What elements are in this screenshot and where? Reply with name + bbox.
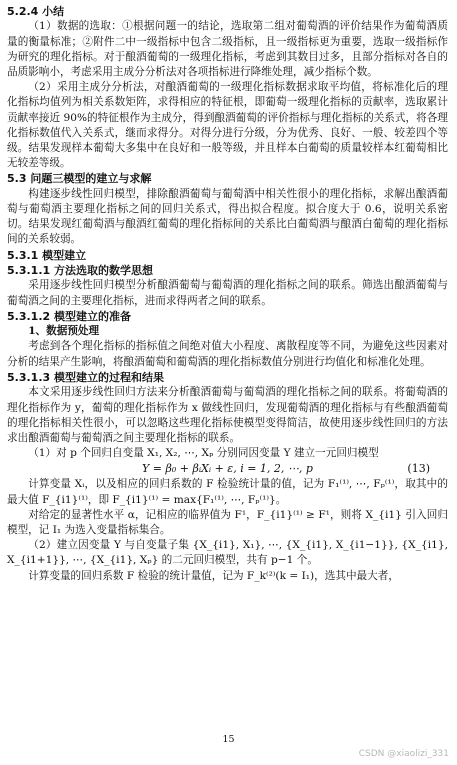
page-number: 15 bbox=[222, 734, 235, 745]
equation-13-body: Y = β₀ + βᵢXᵢ + ε, i = 1, 2, ⋯, p bbox=[142, 462, 313, 476]
section-heading-5-3-1-2: 5.3.1.2 模型建立的准备 bbox=[7, 309, 131, 323]
equation-13-number: (13) bbox=[407, 462, 430, 476]
section-heading-5-2-4: 5.2.4 小结 bbox=[7, 5, 65, 18]
section-heading-5-3: 5.3 问题三模型的建立与求解 bbox=[7, 172, 152, 186]
paragraph-stepwise-overview: 构建逐步线性回归模型，排除酿酒葡萄与葡萄酒中相关性很小的理化指标，求解出酿酒葡萄与葡萄酒主要理化指标之间的回归关系式，得出拟合程度。拟合度大于 0.6，说明关系密切。结果发现红葡萄酒与酿酒红葡萄的理化指标间的关系比白葡萄酒与酿酒白葡萄的理化指标间的关系较弱。 bbox=[7, 187, 448, 246]
paragraph-step-1: （1）对 p 个回归自变量 X₁, X₂, ⋯, Xₚ 分别同因变量 Y 建立一元回归模型 bbox=[28, 447, 379, 460]
equation-13 bbox=[7, 461, 448, 477]
section-heading-5-3-1: 5.3.1 模型建立 bbox=[7, 248, 87, 262]
paragraph-f-statistic-2: 计算变量的回归系数 F 检验的统计量值，记为 F_k⁽²⁾(k = I₁)，选其中最大者， bbox=[28, 569, 399, 582]
paragraph-pca: （2）采用主成分分析法，对酿酒葡萄的一级理化指标数据求取平均值，将标准化后的理化指标均值列为相关系数矩阵，求得相应的特征根，即葡萄一级理化指标的贡献率，选取累计贡献率接近 90%的特征根作为主成分，得到酿酒葡萄的评价指标与理化指标的关系式，将各理化指标数值代入关系式，继而求得分。对得分进行分级，分为优秀、良好、一般、较差四个等级。结果发现样本葡萄大多集中在良好和一般等级，并且样本白葡萄的质量较样本红葡萄相比无较差等级。 bbox=[7, 81, 448, 170]
watermark: CSDN @xiaolizi_331 bbox=[358, 749, 449, 759]
paragraph-f-statistic: 计算变量 Xᵢ，以及相应的回归系数的 F 检验统计量的值，记为 F₁⁽¹⁾, ⋯, Fₚ⁽¹⁾，取其中的最大值 F_{i1}⁽¹⁾，即 F_{i1}⁽¹⁾ = max{F₁⁽¹⁾, ⋯, Fₚ⁽¹⁾}。 bbox=[7, 478, 448, 506]
paragraph-preprocessing: 考虑到各个理化指标的指标值之间绝对值大小程度、离散程度等不同，为避免这些因素对分析的结果产生影响，将酿酒葡萄和葡萄酒的理化指标数值分别进行均值化和标准化处理。 bbox=[7, 340, 448, 368]
paragraph-significance: 对给定的显著性水平 α，记相应的临界值为 F¹，F_{i1}⁽¹⁾ ≥ F¹，则将 X_{i1} 引入回归模型，记 I₁ 为选入变量指标集合。 bbox=[7, 508, 448, 536]
section-heading-5-3-1-3: 5.3.1.3 模型建立的过程和结果 bbox=[7, 370, 164, 384]
paragraph-step-2: （2）建立因变量 Y 与自变量子集 {X_{i1}, X₁}, ⋯, {X_{i1}, X_{i1−1}}, {X_{i1}, X_{i1+1}}, ⋯, {X_{i1}, Xₚ} 的二元回归模型，共有 p−1 个。 bbox=[7, 539, 448, 567]
paragraph-process-intro: 本文采用逐步线性回归方法来分析酿酒葡萄与葡萄酒的理化指标之间的联系。将葡萄酒的理化指标作为 y，葡萄的理化指标作为 x 做线性回归，发现葡萄酒的理化指标与有些酿酒葡萄的理化指标相关性很小，可以忽略这些理化指标使模型变得简洁，故使用逐步线性回归的方法求出酿酒葡萄与葡萄酒之间主要理化指标的联系。 bbox=[7, 386, 448, 444]
paragraph-data-selection: （1）数据的选取：①根据问题一的结论，选取第二组对葡萄酒的评价结果作为葡萄酒质量的衡量标准；②附件二中一级指标中包含二级指标，且一级指标更为重要，选取一级指标作为研究的理化指标。对于酿酒葡萄的一级理化指标，考虑到其数目过多，且部分指标对各自的品质影响小，考虑采用主成分分析法对各项指标进行降维处理，减少指标个数。 bbox=[7, 20, 448, 79]
paragraph-method-idea: 采用逐步线性回归模型分析酿酒葡萄与葡萄酒的理化指标之间的联系。筛选出酿酒葡萄与葡萄酒之间的主要理化指标，进而求得两者之间的联系。 bbox=[7, 279, 448, 307]
section-heading-5-3-1-1: 5.3.1.1 方法选取的数学思想 bbox=[7, 264, 153, 278]
subheading-data-preprocessing: 1、数据预处理 bbox=[28, 325, 100, 338]
